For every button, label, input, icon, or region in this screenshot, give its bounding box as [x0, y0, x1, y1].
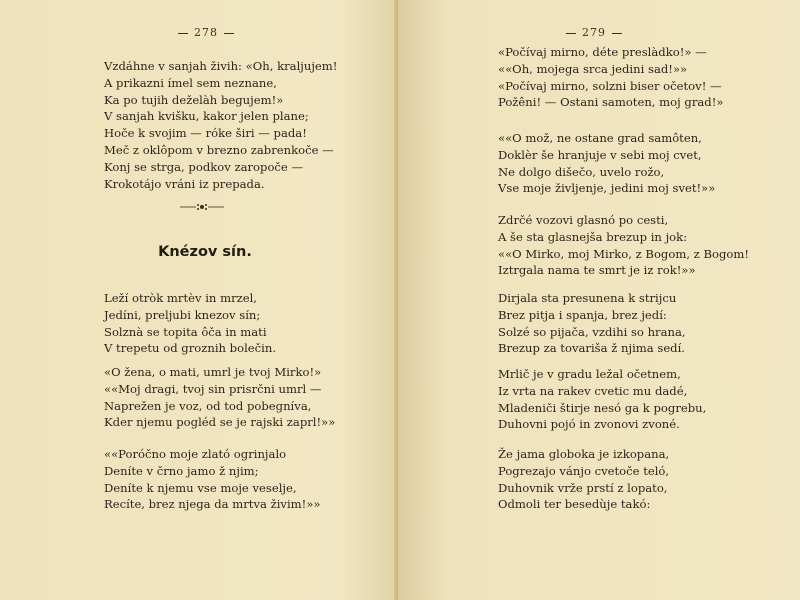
verse-line: Pogrezajo vánjo cvetoče teló, — [498, 463, 670, 478]
verse-line: Ne dolgo dišečo, uvelo rožo, — [498, 164, 665, 179]
verse-line: «Počívaj mirno, déte preslàdko!» — — [498, 45, 707, 59]
verse-line: «O žena, o mati, umrl je tvoj Mirko!» — [104, 365, 322, 379]
verse-line: V sanjah kvišku, kakor jelen plane; — [104, 109, 309, 124]
left-page — [0, 0, 398, 600]
verse-line: Konj se strga, podkov zaropoče — — [104, 159, 304, 174]
verse-line: Krokotájo vráni iz prepada. — [104, 176, 265, 191]
verse-line: Dirjala sta presunena k strijcu — [498, 291, 677, 305]
right-stanza-6 — [498, 446, 669, 513]
verse-line: Zdrčé vozovi glasnó po cesti, — [498, 213, 669, 227]
verse-line: «Počívaj mirno, solzni biser očetov! — — [498, 78, 722, 93]
verse-line: ««Poróčno moje zlató ogrinjalo — [104, 447, 287, 461]
verse-line: Recíte, brez njega da mrtva živim!»» — [104, 497, 321, 512]
verse-line: Kder njemu pogléd se je rajski zaprl!»» — [104, 415, 336, 430]
verse-line: Brez pitja i spanja, brez jedí: — [498, 307, 667, 322]
verse-line: Meč z oklôpom v brezno zabrenkoče — — [104, 142, 334, 157]
right-page-number: 279 — [560, 26, 628, 39]
verse-line: Vzdáhne v sanjah živih: «Oh, kraljujem! — [104, 59, 338, 73]
right-stanza-4 — [498, 290, 686, 357]
right-stanza-3 — [498, 212, 749, 279]
verse-line: Solzé so pijača, vzdihi so hrana, — [498, 324, 686, 339]
verse-line: Iztrgala nama te smrt je iz rok!»» — [498, 263, 696, 278]
verse-line: Doklèr še hranjuje v sebi moj cvet, — [498, 147, 702, 162]
verse-line: Iz vrta na rakev cvetic mu dadé, — [498, 383, 688, 398]
verse-line: Hoče k svojim — róke širi — pada! — [104, 126, 307, 141]
left-stanza-top — [104, 58, 337, 192]
left-stanza-3 — [104, 446, 321, 513]
verse-line: V trepetu od groznih bolečin. — [104, 341, 277, 356]
verse-line: ««Moj dragi, tvoj sin prisrčni umrl — — [104, 381, 322, 396]
verse-line: Ka po tujih deželàh begujem!» — [104, 92, 284, 107]
right-stanza-2 — [498, 130, 715, 197]
right-stanza-1 — [498, 44, 723, 111]
right-stanza-5 — [498, 366, 706, 433]
verse-line: Vse moje življenje, jedini moj svet!»» — [498, 181, 716, 196]
left-page-number: 278 — [172, 26, 240, 39]
verse-line: Mladeniči štirje nesó ga k pogrebu, — [498, 400, 707, 415]
left-stanza-2 — [104, 364, 335, 431]
verse-line: A prikazni ímel sem neznane, — [104, 75, 277, 90]
verse-line: Naprežen je voz, od tod pobegníva, — [104, 398, 312, 413]
verse-line: Mrlič je v gradu ležal očetnem, — [498, 367, 681, 381]
verse-line: Deníte k njemu vse moje veselje, — [104, 480, 297, 495]
verse-line: ««O mož, ne ostane grad samôten, — [498, 131, 702, 145]
verse-line: Jedíni, preljubi knezov sín; — [104, 307, 261, 322]
verse-line: Že jama globoka je izkopana, — [498, 447, 670, 461]
floral-divider-icon — [178, 200, 226, 214]
verse-line: ««O Mirko, moj Mirko, z Bogom, z Bogom! — [498, 246, 750, 261]
verse-line: Deníte v črno jamo ž njim; — [104, 463, 259, 478]
left-stanza-1 — [104, 290, 276, 357]
verse-line: Leží otròk mrtèv in mrzel, — [104, 291, 257, 305]
verse-line: Duhovnik vrže prstí z lopato, — [498, 480, 668, 495]
verse-line: Duhovni pojó in zvonovi zvoné. — [498, 417, 680, 432]
verse-line: Odmoli ter besedùje takó: — [498, 497, 651, 512]
poem-title: Knézov sín. — [158, 244, 252, 260]
verse-line: Požêni! — Ostani samoten, moj grad!» — [498, 95, 724, 110]
verse-line: Solznà se topita ôča in mati — [104, 324, 267, 339]
verse-line: A še sta glasnejša brezup in jok: — [498, 229, 688, 244]
verse-line: ««Oh, mojega srca jedini sad!»» — [498, 61, 688, 76]
verse-line: Brezup za tovariša ž njima sedí. — [498, 341, 685, 356]
